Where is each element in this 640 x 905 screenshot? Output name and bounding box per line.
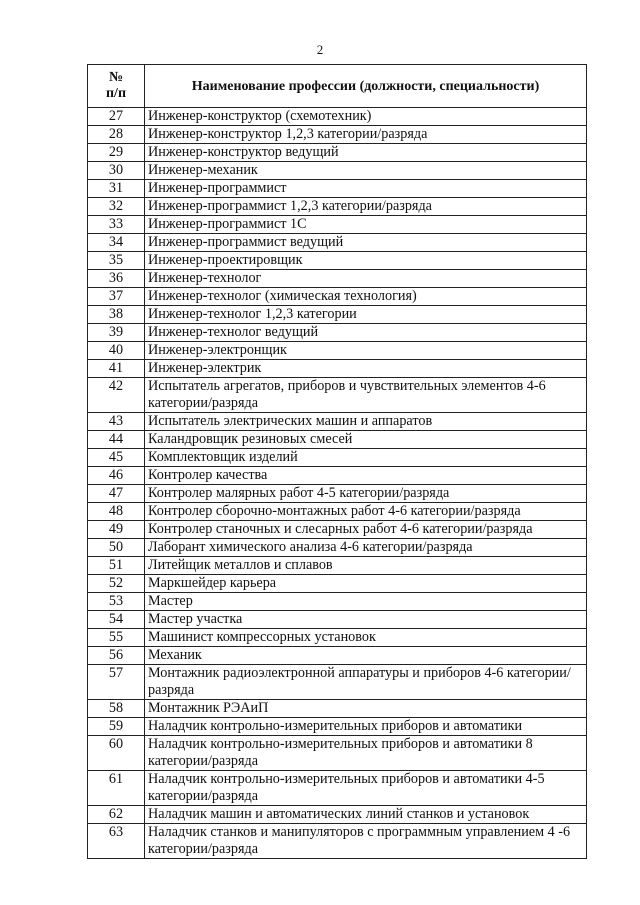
row-profession-name: Инженер-технолог (химическая технология) [145,288,587,306]
row-number: 55 [88,629,145,647]
row-profession-name: Наладчик контрольно-измерительных приборов и автоматики [145,718,587,736]
row-number: 51 [88,557,145,575]
row-number: 34 [88,234,145,252]
table-row [88,162,587,180]
header-number [88,65,145,108]
table-row [88,252,587,270]
row-profession-name: Инженер-программист ведущий [145,234,587,252]
page-number: 2 [316,42,324,57]
row-profession-name: Инженер-электронщик [145,342,587,360]
row-number: 33 [88,216,145,234]
row-number: 54 [88,611,145,629]
row-number: 32 [88,198,145,216]
table-row [88,342,587,360]
row-number: 37 [88,288,145,306]
table-row [88,234,587,252]
row-profession-name: Литейщик металлов и сплавов [145,557,587,575]
row-number: 31 [88,180,145,198]
table-row [88,485,587,503]
row-profession-name: Испытатель агрегатов, приборов и чувствительных элементов 4-6 категории/разряда [145,378,587,413]
row-number: 43 [88,413,145,431]
table-row [88,324,587,342]
row-profession-name: Мастер [145,593,587,611]
row-profession-name: Наладчик станков и манипуляторов с программным управлением 4 -6 категории/разряда [145,824,587,859]
row-profession-name: Наладчик контрольно-измерительных приборов и автоматики 8 категории/разряда [145,736,587,771]
table-row [88,288,587,306]
table-row [88,771,587,806]
row-number: 38 [88,306,145,324]
row-number: 58 [88,700,145,718]
row-number: 29 [88,144,145,162]
row-profession-name: Инженер-конструктор (схемотехник) [145,108,587,126]
table-row [88,503,587,521]
table-row [88,629,587,647]
row-number: 28 [88,126,145,144]
table-row [88,718,587,736]
table-row [88,575,587,593]
row-number: 50 [88,539,145,557]
row-number: 59 [88,718,145,736]
row-profession-name: Маркшейдер карьера [145,575,587,593]
row-profession-name: Механик [145,647,587,665]
row-number: 27 [88,108,145,126]
table-row [88,467,587,485]
row-profession-name: Инженер-программист 1С [145,216,587,234]
row-profession-name: Инженер-технолог ведущий [145,324,587,342]
row-profession-name: Инженер-механик [145,162,587,180]
header-number-sign: № [108,70,124,85]
row-profession-name: Инженер-программист 1,2,3 категории/разряда [145,198,587,216]
table-row [88,736,587,771]
table-row [88,665,587,700]
table-row [88,216,587,234]
row-number: 61 [88,771,145,806]
table-row [88,557,587,575]
row-number: 40 [88,342,145,360]
row-profession-name: Инженер-программист [145,180,587,198]
table-row [88,700,587,718]
row-profession-name: Монтажник радиоэлектронной аппаратуры и приборов 4-6 категории/разряда [145,665,587,700]
row-number: 60 [88,736,145,771]
row-profession-name: Лаборант химического анализа 4-6 категории/разряда [145,539,587,557]
row-profession-name: Машинист компрессорных установок [145,629,587,647]
row-profession-name: Контролер сборочно-монтажных работ 4-6 категории/разряда [145,503,587,521]
table-row [88,270,587,288]
table-body [88,108,587,859]
row-profession-name: Монтажник РЭАиП [145,700,587,718]
table-row [88,360,587,378]
row-number: 42 [88,378,145,413]
row-number: 30 [88,162,145,180]
table-row [88,431,587,449]
table-row [88,108,587,126]
table-row [88,144,587,162]
table-row [88,126,587,144]
professions-table [87,64,587,859]
row-profession-name: Инженер-технолог 1,2,3 категории [145,306,587,324]
row-number: 57 [88,665,145,700]
row-profession-name: Наладчик контрольно-измерительных приборов и автоматики 4-5 категории/разряда [145,771,587,806]
row-number: 63 [88,824,145,859]
row-number: 46 [88,467,145,485]
row-profession-name: Инженер-конструктор 1,2,3 категории/разряда [145,126,587,144]
row-number: 62 [88,806,145,824]
row-profession-name: Контролер станочных и слесарных работ 4-6 категории/разряда [145,521,587,539]
table-row [88,306,587,324]
row-number: 39 [88,324,145,342]
row-number: 36 [88,270,145,288]
table-row [88,198,587,216]
table-row [88,180,587,198]
row-profession-name: Инженер-технолог [145,270,587,288]
row-number: 49 [88,521,145,539]
row-number: 47 [88,485,145,503]
row-number: 45 [88,449,145,467]
header-profession-name: Наименование профессии (должности, специальности) [145,65,587,108]
table-row [88,378,587,413]
table-row [88,611,587,629]
row-number: 35 [88,252,145,270]
header-number-abbr: п/п [105,86,127,101]
row-number: 44 [88,431,145,449]
row-profession-name: Контролер качества [145,467,587,485]
row-number: 52 [88,575,145,593]
row-number: 48 [88,503,145,521]
table-row [88,824,587,859]
table-row [88,806,587,824]
row-profession-name: Инженер-конструктор ведущий [145,144,587,162]
table-row [88,647,587,665]
row-profession-name: Испытатель электрических машин и аппаратов [145,413,587,431]
row-number: 56 [88,647,145,665]
row-profession-name: Наладчик машин и автоматических линий станков и установок [145,806,587,824]
row-number: 53 [88,593,145,611]
row-profession-name: Каландровщик резиновых смесей [145,431,587,449]
row-profession-name: Комплектовщик изделий [145,449,587,467]
table-row [88,539,587,557]
row-profession-name: Инженер-электрик [145,360,587,378]
row-profession-name: Контролер малярных работ 4-5 категории/разряда [145,485,587,503]
table-row [88,593,587,611]
table-row [88,449,587,467]
table-header-row [88,65,587,108]
row-number: 41 [88,360,145,378]
table-row [88,413,587,431]
row-profession-name: Инженер-проектировщик [145,252,587,270]
row-profession-name: Мастер участка [145,611,587,629]
table-row [88,521,587,539]
